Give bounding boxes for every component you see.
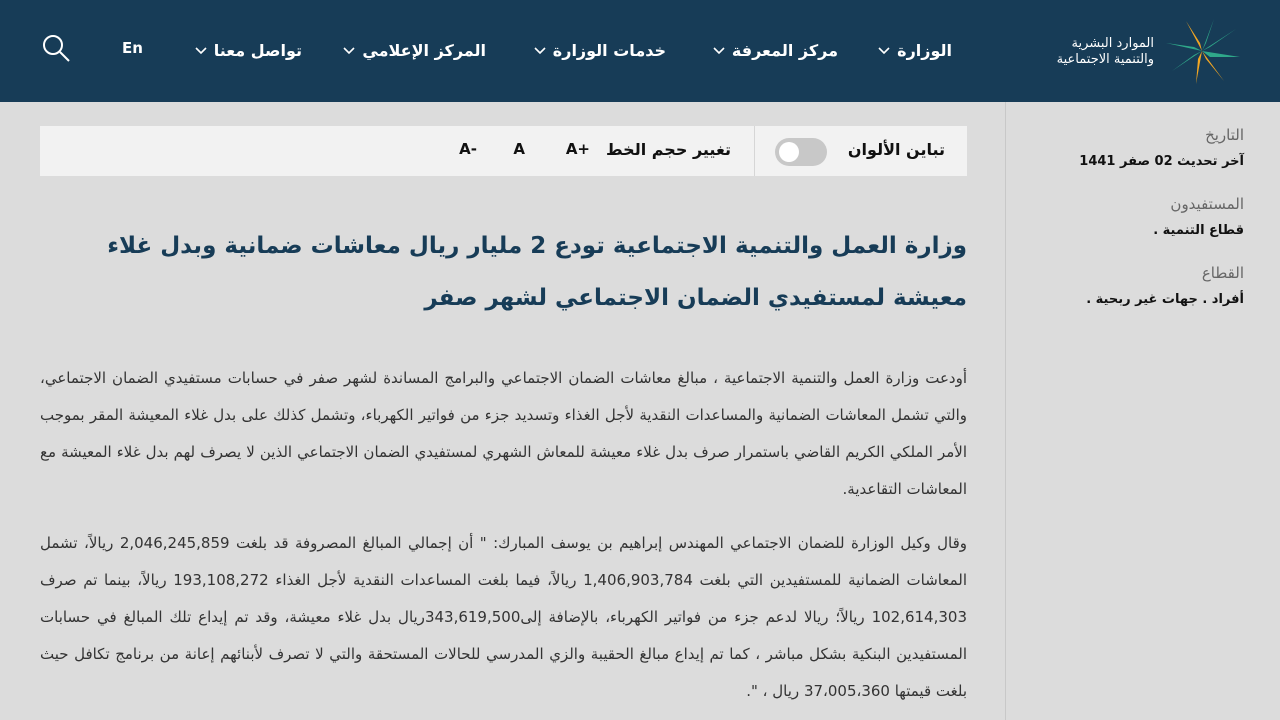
- font-increase-button[interactable]: A+: [565, 140, 590, 158]
- font-decrease-button[interactable]: A-: [459, 140, 477, 158]
- sector-label: القطاع: [1201, 264, 1244, 282]
- nav-knowledge-center[interactable]: [712, 38, 838, 62]
- toggle-knob: [779, 142, 799, 162]
- logo-text-line2: والتنمية الاجتماعية: [1056, 52, 1154, 67]
- beneficiaries-value: قطاع التنمية .: [1153, 223, 1244, 238]
- font-normal-button[interactable]: A: [513, 140, 525, 158]
- nav-media-center-label: المركز الإعلامي: [362, 40, 486, 60]
- color-contrast-label: تباين الألوان: [847, 140, 945, 159]
- article-paragraph-1: أودعت وزارة العمل والتنمية الاجتماعية ، مبالغ معاشات الضمان الاجتماعي والبرامج المساندة لشهر صفر في حسابات مستفيدي الضمان الاجتماعي، والتي تشمل المعاشات الضمانية والمساعدات النقدية لأجل الغذاء وتسديد جزء من فواتير الكهرباء، وتشمل كذلك على بدل غلاء المعيشة المقر بموجب الأمر الملكي الكريم القاضي باستمرار صرف بدل غلاء معيشة للمعاش الشهري لمستفيدي الضمان الاجتماعي الذين لا يصرف لهم بدل غلاء المعيشة مع المعاشات التقاعدية.: [40, 369, 967, 498]
- beneficiaries-label: المستفيدون: [1170, 195, 1244, 213]
- site-header: [0, 0, 1280, 102]
- search-icon[interactable]: [40, 32, 72, 64]
- logo-text: [1057, 36, 1154, 68]
- nav-contact-us-label: تواصل معنا: [213, 40, 302, 60]
- nav-ministry[interactable]: [877, 38, 952, 62]
- chevron-down-icon: [712, 43, 726, 57]
- nav-knowledge-center-label: مركز المعرفة: [731, 40, 838, 60]
- date-value: آخر تحديث 02 صفر 1441: [1079, 154, 1244, 169]
- language-switch[interactable]: En: [122, 39, 143, 57]
- article-meta-sidebar: [1004, 126, 1244, 333]
- nav-ministry-services-label: خدمات الوزارة: [552, 40, 666, 60]
- toolbar-separator: [754, 126, 755, 176]
- article-title: وزارة العمل والتنمية الاجتماعية تودع 2 مليار ريال معاشات ضمانية وبدل غلاء معيشة لمستفيدي الضمان الاجتماعي لشهر صفر: [107, 233, 967, 311]
- accessibility-toolbar: [40, 126, 967, 176]
- chevron-down-icon: [342, 43, 356, 57]
- color-contrast-toggle[interactable]: [775, 138, 827, 166]
- date-label: التاريخ: [1205, 126, 1244, 144]
- logo-text-line1: الموارد البشرية: [1071, 36, 1154, 51]
- nav-media-center[interactable]: [342, 38, 486, 62]
- chevron-down-icon: [877, 43, 891, 57]
- ministry-logo-icon: [1160, 18, 1244, 84]
- ministry-logo[interactable]: [1029, 18, 1244, 84]
- sector-value: أفراد . جهات غير ربحية .: [1086, 292, 1244, 307]
- nav-ministry-label: الوزارة: [897, 40, 952, 60]
- article-paragraph-2: وقال وكيل الوزارة للضمان الاجتماعي المهندس إبراهيم بن يوسف المبارك: " أن إجمالي المبالغ المصروفة قد بلغت 2,046,245,859 ريالاً، تشمل المعاشات الضمانية للمستفيدين التي بلغت 1,406,903,784 ريالاً، فيما بلغت المساعدات النقدية لأجل الغذاء 193,108,272 ريالاً، بينما تم صرف 102,614,303 ريالاً؛ ريالا لدعم جزء من فواتير الكهرباء، بالإضافة إلى343,619,500ريال بدل غلاء معيشة، وقد تم إيداع تلك المبالغ في حسابات المستفيدين البنكية بشكل مباشر ، كما تم إيداع مبالغ الحقيبة والزي المدرسي للحالات المستحقة والتي لا تصرف لأبنائهم إعانة من برنامج تكافل حيث بلغت قيمتها 37،005،360 ريال ، ".: [40, 534, 967, 700]
- chevron-down-icon: [194, 43, 208, 57]
- column-divider: [1005, 102, 1006, 720]
- nav-ministry-services[interactable]: [533, 38, 666, 62]
- chevron-down-icon: [533, 43, 547, 57]
- font-size-label: تغيير حجم الخط: [606, 140, 731, 159]
- nav-contact-us[interactable]: [194, 38, 302, 62]
